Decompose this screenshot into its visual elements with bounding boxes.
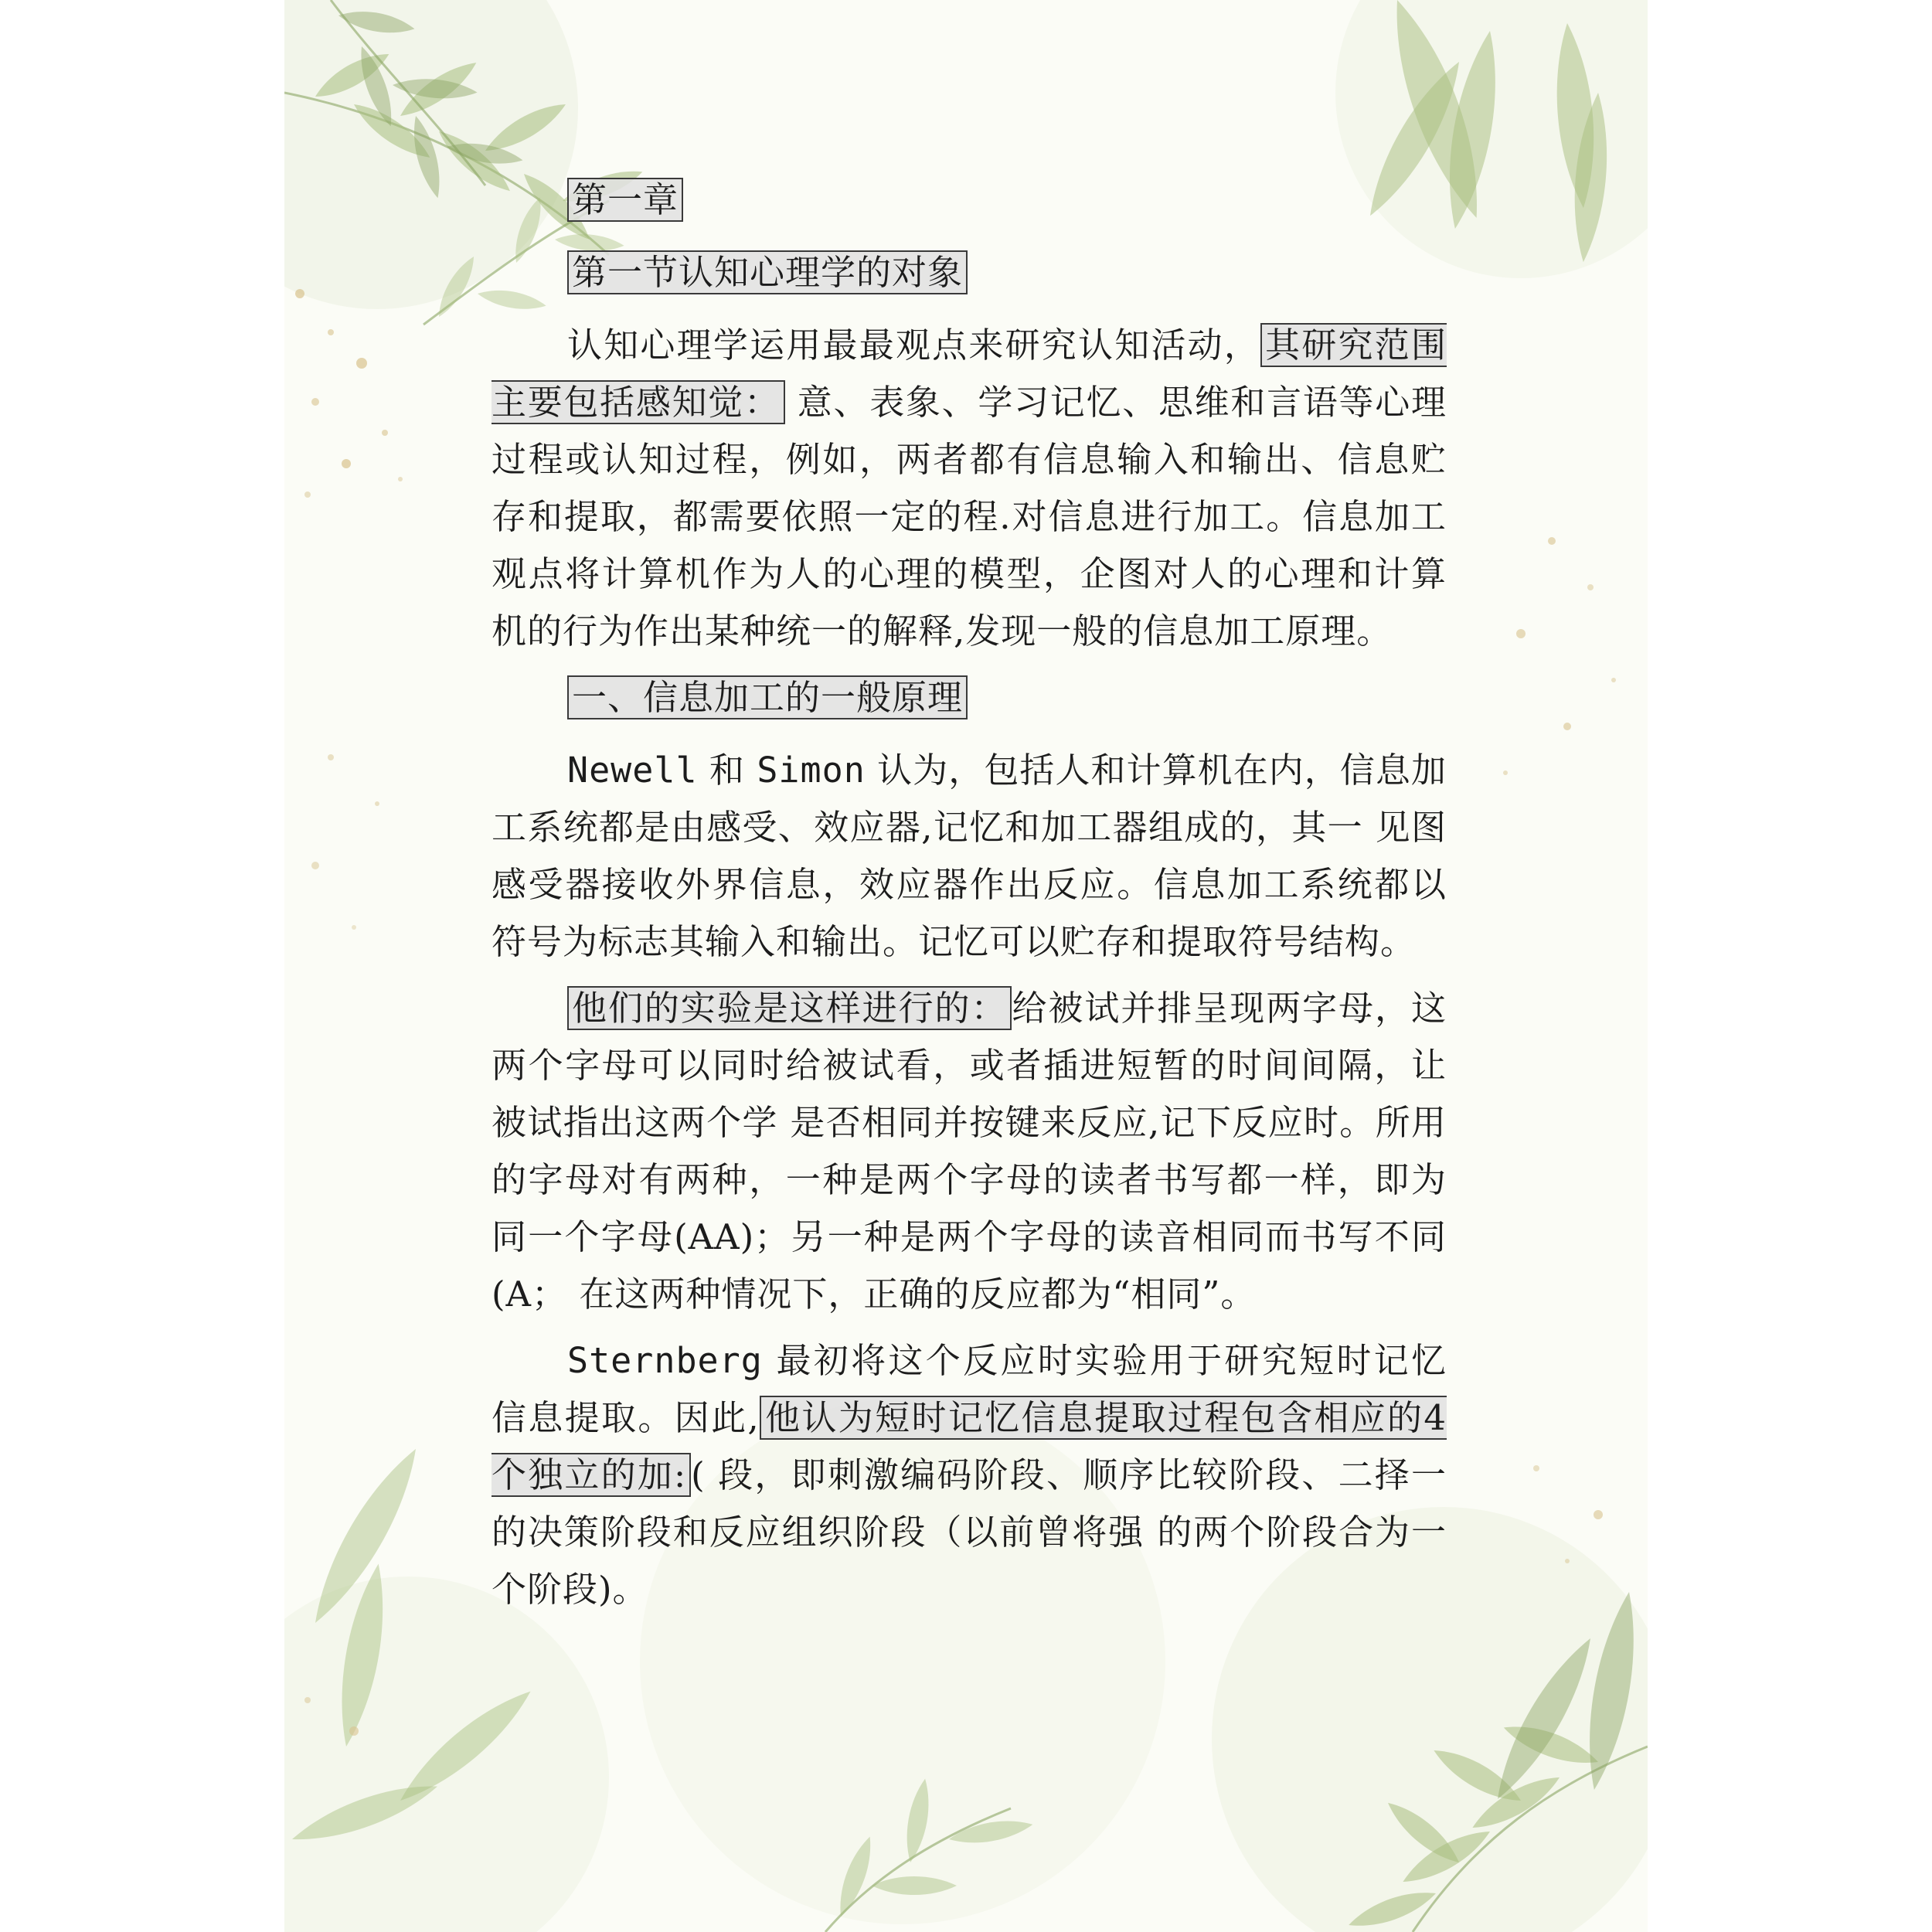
paragraph-3 bbox=[492, 980, 1447, 1323]
gold-dot-icon bbox=[382, 430, 388, 436]
gold-dot-icon bbox=[311, 862, 319, 869]
gold-dot-icon bbox=[295, 289, 304, 298]
gold-dot-icon bbox=[356, 358, 367, 369]
document-body bbox=[492, 172, 1447, 1628]
name-newell: Newell bbox=[567, 750, 698, 791]
gold-dot-icon bbox=[349, 1726, 359, 1736]
gold-dot-icon bbox=[311, 398, 319, 406]
gold-dot-icon bbox=[1548, 537, 1556, 545]
p4-lead: 最初将这个反应时实验用于研究短时记忆信息提取。因此, bbox=[492, 1340, 1447, 1438]
section-title: 第一节认知心理学的对象 bbox=[567, 250, 968, 294]
paragraph-1 bbox=[492, 317, 1447, 660]
document-page bbox=[284, 0, 1648, 1932]
p2-body: 认为，包括人和计算机在内，信息加工系统都是由感受、效应器,记忆和加工器组成的，其一 见图感受器接收外界信息，效应器作出反应。信息加工系统都以符号为标志其输入和输出。记忆可以贮存和提取符号结构。 bbox=[492, 750, 1447, 962]
gold-dot-icon bbox=[1611, 678, 1616, 682]
paragraph-4 bbox=[492, 1332, 1447, 1618]
p4-body: ( 段，即刺激编码阶段、顺序比较阶段、二择一的决策阶段和反应组织阶段（以前曾将强 的两个阶段合为一个阶段)。 bbox=[492, 1454, 1447, 1610]
gold-dot-icon bbox=[1565, 1559, 1570, 1563]
chapter-title: 第一章 bbox=[567, 178, 683, 222]
chapter-heading bbox=[492, 172, 1447, 229]
p2-and: 和 bbox=[709, 750, 745, 791]
p3-highlight: 他们的实验是这样进行的： bbox=[567, 986, 1012, 1030]
section-heading bbox=[492, 244, 1447, 301]
name-sternberg: Sternberg bbox=[567, 1340, 763, 1381]
gold-dot-icon bbox=[1516, 629, 1526, 638]
gold-dot-icon bbox=[1563, 723, 1571, 730]
p1-body: 意、表象、学习记忆、思维和言语等心理过程或认知过程，例如，两者都有信息输入和输出、信息贮存和提取，都需要依照一定的程.对信息进行加工。信息加工观点将计算机作为人的心理的模型，企图对人的心理和计算机的行为作出某种统一的解释,发现一般的信息加工原理。 bbox=[492, 382, 1447, 651]
paragraph-2 bbox=[492, 742, 1447, 971]
p1-highlight: 其研究范围主要包括感知觉： bbox=[492, 325, 1447, 423]
gold-dot-icon bbox=[1533, 1465, 1539, 1471]
gold-dot-icon bbox=[304, 1697, 311, 1703]
gold-dot-icon bbox=[1587, 584, 1594, 590]
gold-dot-icon bbox=[1503, 770, 1508, 775]
gold-dot-icon bbox=[342, 459, 351, 468]
p4-highlight: 他认为短时记忆信息提取过程包含相应的4 个独立的加: bbox=[492, 1397, 1447, 1495]
gold-dot-icon bbox=[1594, 1510, 1603, 1519]
gold-dot-icon bbox=[304, 492, 311, 498]
p1-lead: 认知心理学运用最最观点来研究认知活动， bbox=[567, 325, 1261, 366]
gold-dot-icon bbox=[328, 329, 334, 335]
p3-body: 给被试并排呈现两字母，这两个字母可以同时给被试看，或者插进短暂的时间间隔，让被试指出这两个学 是否相同并按键来反应,记下反应时。所用的字母对有两种，一种是两个字母的读者书写都一样，即为同一个字母(AA)；另一种是两个字母的读音相同而书写不同(A； 在这两种情况下，正确的反应都为“相同”。 bbox=[492, 988, 1447, 1315]
gold-dot-icon bbox=[375, 801, 379, 806]
subheading bbox=[492, 669, 1447, 726]
name-simon: Simon bbox=[757, 750, 866, 791]
gold-dot-icon bbox=[328, 754, 334, 760]
gold-dot-icon bbox=[352, 925, 356, 930]
gold-dot-icon bbox=[398, 477, 403, 481]
subheading-title: 一、信息加工的一般原理 bbox=[567, 675, 968, 719]
